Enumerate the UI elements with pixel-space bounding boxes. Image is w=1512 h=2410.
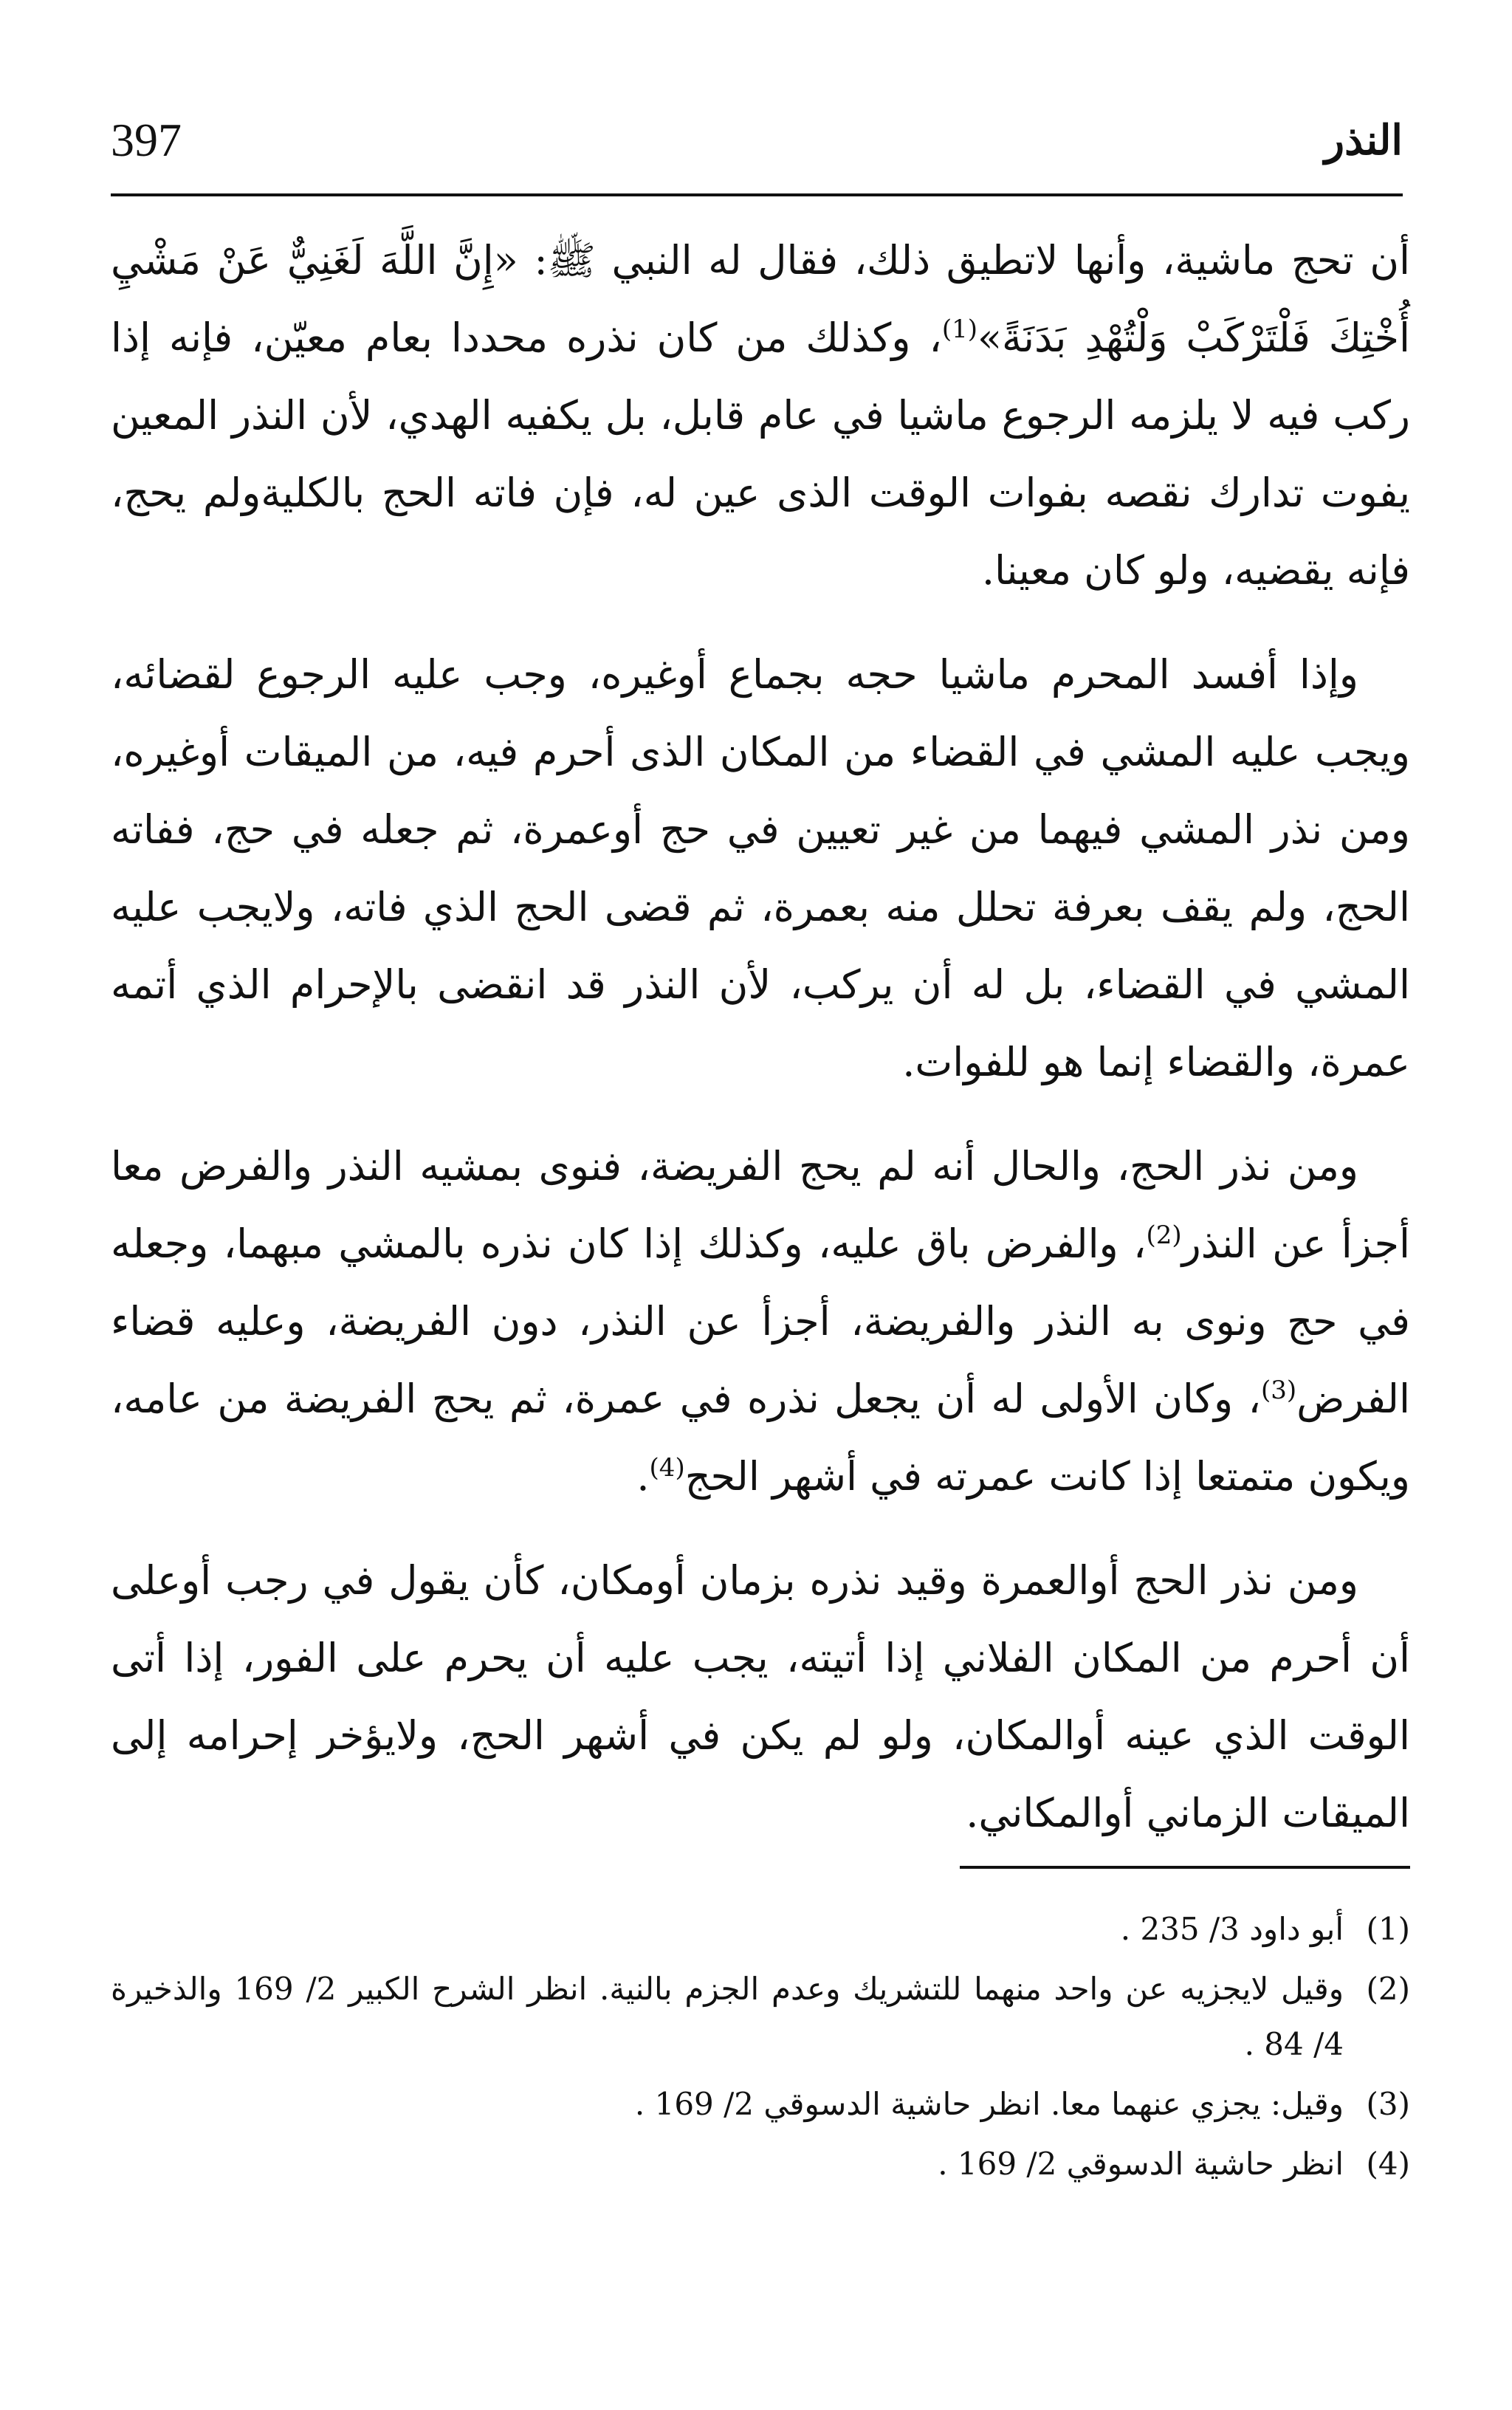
footnote-2 [111, 1961, 1410, 2072]
footnote-text: انظر حاشية الدسوقي 2/ 169 . [938, 2146, 1344, 2182]
footnote-ref-3: (3) [1260, 1376, 1297, 1405]
footnote-rule [960, 1866, 1410, 1869]
paragraph-1: أن تحج ماشية، وأنها لاتطيق ذلك، فقال له النبي ﷺ: «إِنَّ اللَّهَ لَغَنِيٌّ عَنْ مَشْيِ أُخْتِكَ فَلْتَرْكَبْ وَلْتُهْدِ بَدَنَةً»$^{(1)}$، وكذلك من كان نذره محددا بعام معيّن، فإنه إذا ركب فيه لا يلزمه الرجوع ماشيا في عام قابل، بل يكفيه الهدي، لأن النذر المعين يفوت تدارك نقصه بفوات الوقت الذى عين له، فإن فاته الحج بالكليةولم يحج، فإنه يقضيه، ولو كان معينا. [111, 237, 1410, 594]
footnote-number: (4) [1366, 2146, 1410, 2182]
footnote-number: (2) [1366, 1971, 1410, 2007]
footnote-4 [111, 2136, 1410, 2191]
paragraph-2: وإذا أفسد المحرم ماشيا حجه بجماع أوغيره، وجب عليه الرجوع لقضائه، ويجب عليه المشي في القضاء من المكان الذى أحرم فيه، من الميقات أوغيره، ومن نذر المشي فيهما من غير تعيين في حج أوعمرة، ثم جعله في حج، ففاته الحج، ولم يقف بعرفة تحلل منه بعمرة، ثم قضى الحج الذي فاته، ولايجب عليه المشي في القضاء، بل له أن يركب، لأن النذر قد انقضى بالإحرام الذي أتمه عمرة، والقضاء إنما هو للفوات. [111, 651, 1410, 1085]
footnotes [111, 1901, 1410, 2196]
page-number: 397 [111, 114, 182, 166]
header-rule [111, 193, 1403, 196]
footnote-ref-2: (2) [1146, 1221, 1182, 1250]
footnote-text: أبو داود 3/ 235 . [1120, 1911, 1344, 1947]
paragraph-4: ومن نذر الحج أوالعمرة وقيد نذره بزمان أومكان، كأن يقول في رجب أوعلى أن أحرم من المكان الفلاني إذا أتيته، يجب عليه أن يحرم على الفور، إذا أتى الوقت الذي عينه أوالمكان، ولو لم يكن في أشهر الحج، ولايؤخر إحرامه إلى الميقات الزماني أوالمكاني. [111, 1557, 1410, 1836]
page-header [111, 103, 1403, 185]
footnote-number: (3) [1366, 2086, 1410, 2122]
footnote-text: وقيل لايجزيه عن واحد منهما للتشريك وعدم الجزم بالنية. انظر الشرح الكبير 2/ 169 والذخيرة 4/ 84 . [111, 1971, 1344, 2062]
footnote-text: وقيل: يجزي عنهما معا. انظر حاشية الدسوقي 2/ 169 . [634, 2086, 1344, 2122]
paragraph-3: ومن نذر الحج، والحال أنه لم يحج الفريضة، فنوى بمشيه النذر والفرض معا أجزأ عن النذر$^{(2)}$، والفرض باق عليه، وكذلك إذا كان نذره بالمشي مبهما، وجعله في حج ونوى به النذر والفريضة، أجزأ عن النذر، دون الفريضة، وعليه قضاء الفرض$^{(3)}$، وكان الأولى له أن يجعل نذره في عمرة، ثم يحج الفريضة من عامه، ويكون متمتعا إذا كانت عمرته في أشهر الحج$^{(4)}$. [111, 1143, 1410, 1500]
running-title: النذر [1324, 116, 1403, 165]
footnote-3 [111, 2076, 1410, 2132]
footnote-number: (1) [1366, 1911, 1410, 1947]
footnote-1 [111, 1901, 1410, 1957]
main-text [111, 222, 1410, 1878]
footnote-ref-4: (4) [649, 1453, 685, 1483]
footnote-ref-1: (1) [941, 315, 978, 344]
